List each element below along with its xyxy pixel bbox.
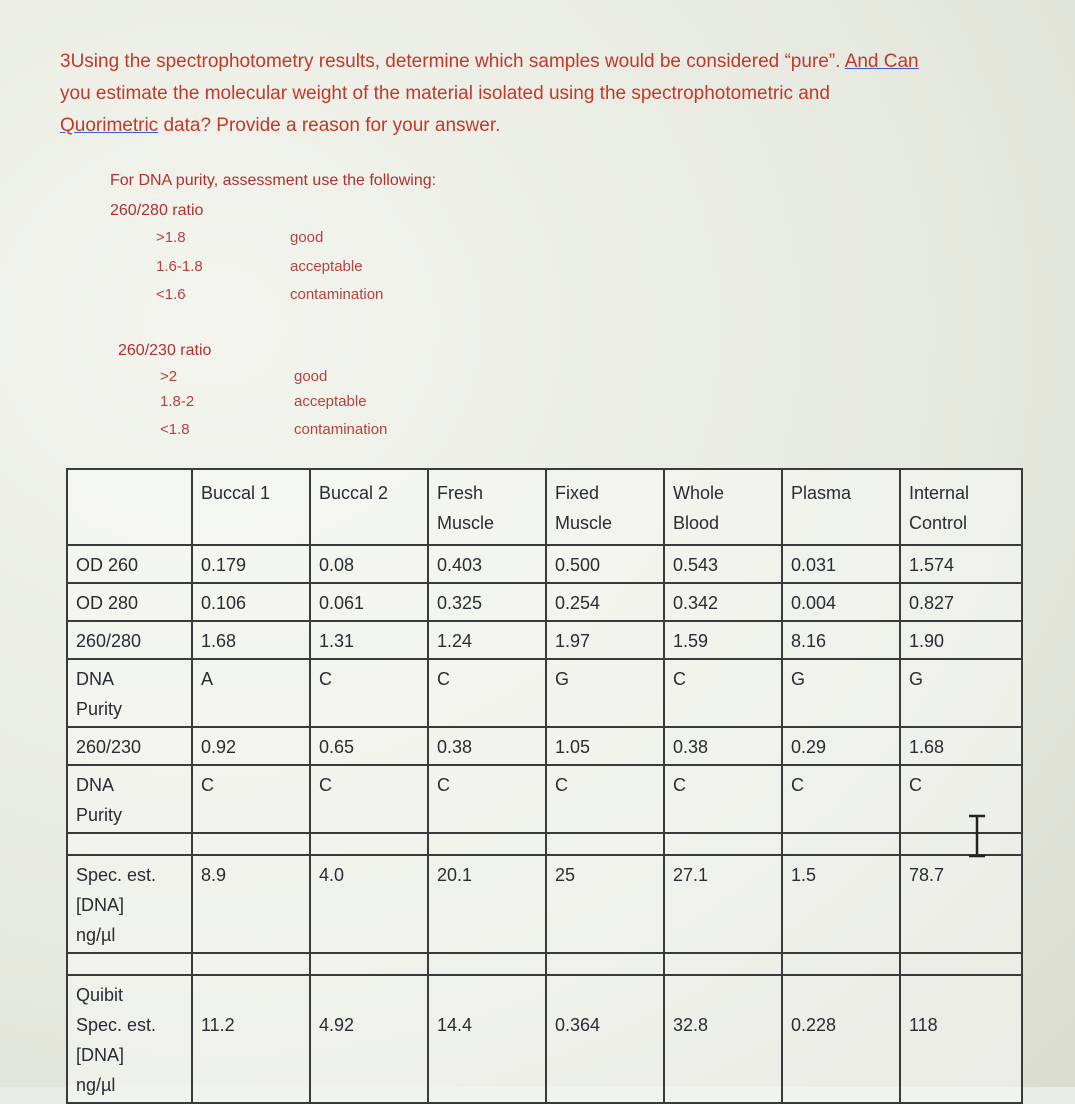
od280-buccal-2: 0.061 [310,583,428,621]
r230-fixed-muscle: 1.05 [546,727,664,765]
od280-whole-blood: 0.342 [664,583,782,621]
ratio-280-title: 260/280 ratio [110,202,204,219]
question-misspelled-word: Quorimetric [60,115,159,136]
od260-buccal-1: 0.179 [192,545,310,583]
ratio-230-label-1: good [294,368,328,385]
qubit-plasma: 0.228 [782,975,900,1103]
table-row-purity-280 [67,659,1022,727]
spec-plasma: 1.5 [782,855,900,953]
r280-fixed-muscle: 1.97 [546,621,664,659]
od260-internal-control: 1.574 [900,545,1022,583]
purity1-internal-control: G [900,659,1022,727]
header-buccal-1: Buccal 1 [192,469,310,545]
od260-fresh-muscle: 0.403 [428,545,546,583]
r230-fresh-muscle: 0.38 [428,727,546,765]
spec-fresh-muscle: 20.1 [428,855,546,953]
od260-whole-blood: 0.543 [664,545,782,583]
qubit-fixed-muscle: 0.364 [546,975,664,1103]
qubit-buccal-2: 4.92 [310,975,428,1103]
ratio-230-range-2: 1.8-2 [160,393,195,410]
question-line-1-tail: And Can [844,51,919,72]
table-spacer-row-1 [67,833,1022,855]
r230-whole-blood: 0.38 [664,727,782,765]
qubit-internal-control: 118 [900,975,1022,1103]
header-internal-control: Internal Control [900,469,1022,545]
header-blank [67,469,192,545]
ratio-280-label-2: acceptable [290,258,363,275]
row-label-qubit: Quibit Spec. est. [DNA] ng/µl [67,975,192,1103]
purity1-buccal-2: C [310,659,428,727]
question-text [60,46,1040,142]
row-label-spec-est: Spec. est. [DNA] ng/µl [67,855,192,953]
table-row-od280 [67,583,1022,621]
table-row-purity-230 [67,765,1022,833]
r280-buccal-2: 1.31 [310,621,428,659]
spec-internal-control: 78.7 [900,855,1022,953]
purity2-fixed-muscle: C [546,765,664,833]
row-label-purity-280: DNA Purity [67,659,192,727]
spec-buccal-2: 4.0 [310,855,428,953]
ratio-230-range-3: <1.8 [160,421,190,438]
od260-plasma: 0.031 [782,545,900,583]
ratio-230-label-2: acceptable [294,393,367,410]
table-row-ratio-260-280 [67,621,1022,659]
header-whole-blood: Whole Blood [664,469,782,545]
purity1-buccal-1: A [192,659,310,727]
purity2-buccal-1: C [192,765,310,833]
purity1-fresh-muscle: C [428,659,546,727]
text-cursor-icon [966,814,988,858]
r280-plasma: 8.16 [782,621,900,659]
r280-internal-control: 1.90 [900,621,1022,659]
header-plasma: Plasma [782,469,900,545]
row-label-od280: OD 280 [67,583,192,621]
qubit-buccal-1: 11.2 [192,975,310,1103]
ratio-280-range-2: 1.6-1.8 [156,258,203,275]
table-spacer-row-2 [67,953,1022,975]
purity1-whole-blood: C [664,659,782,727]
qubit-fresh-muscle: 14.4 [428,975,546,1103]
table-header-row [67,469,1022,545]
guide-intro: For DNA purity, assessment use the following: [110,172,437,189]
header-buccal-2: Buccal 2 [310,469,428,545]
header-fresh-muscle: Fresh Muscle [428,469,546,545]
od280-fresh-muscle: 0.325 [428,583,546,621]
table-row-qubit [67,975,1022,1103]
table-row-od260 [67,545,1022,583]
purity2-whole-blood: C [664,765,782,833]
r230-internal-control: 1.68 [900,727,1022,765]
purity2-fresh-muscle: C [428,765,546,833]
od280-plasma: 0.004 [782,583,900,621]
results-table [66,468,1023,1104]
purity1-plasma: G [782,659,900,727]
ratio-280-label-1: good [290,229,324,246]
purity2-internal-control: C [900,765,1022,833]
r230-buccal-1: 0.92 [192,727,310,765]
r230-buccal-2: 0.65 [310,727,428,765]
purity2-buccal-2: C [310,765,428,833]
header-fixed-muscle: Fixed Muscle [546,469,664,545]
table-row-ratio-260-230 [67,727,1022,765]
spec-whole-blood: 27.1 [664,855,782,953]
qubit-whole-blood: 32.8 [664,975,782,1103]
question-line-2: you estimate the molecular weight of the material isolated using the spectrophotometric and [60,83,830,104]
ratio-230-title: 260/230 ratio [118,342,212,359]
od280-buccal-1: 0.106 [192,583,310,621]
od260-buccal-2: 0.08 [310,545,428,583]
row-label-ratio-260-280: 260/280 [67,621,192,659]
ratio-280-range-1: >1.8 [156,229,186,246]
spec-buccal-1: 8.9 [192,855,310,953]
spec-fixed-muscle: 25 [546,855,664,953]
row-label-ratio-260-230: 260/230 [67,727,192,765]
r230-plasma: 0.29 [782,727,900,765]
r280-whole-blood: 1.59 [664,621,782,659]
ratio-230-label-3: contamination [294,421,388,438]
ratio-230-range-1: >2 [160,368,178,385]
od260-fixed-muscle: 0.500 [546,545,664,583]
ratio-280-label-3: contamination [290,286,384,303]
row-label-purity-230: DNA Purity [67,765,192,833]
ratio-280-range-3: <1.6 [156,286,186,303]
r280-buccal-1: 1.68 [192,621,310,659]
purity1-fixed-muscle: G [546,659,664,727]
question-line-1: 3Using the spectrophotometry results, determine which samples would be considered “pure”. [60,51,841,72]
table-row-spec-est [67,855,1022,953]
row-label-od260: OD 260 [67,545,192,583]
purity2-plasma: C [782,765,900,833]
r280-fresh-muscle: 1.24 [428,621,546,659]
od280-fixed-muscle: 0.254 [546,583,664,621]
question-line-3: data? Provide a reason for your answer. [158,115,501,136]
od280-internal-control: 0.827 [900,583,1022,621]
